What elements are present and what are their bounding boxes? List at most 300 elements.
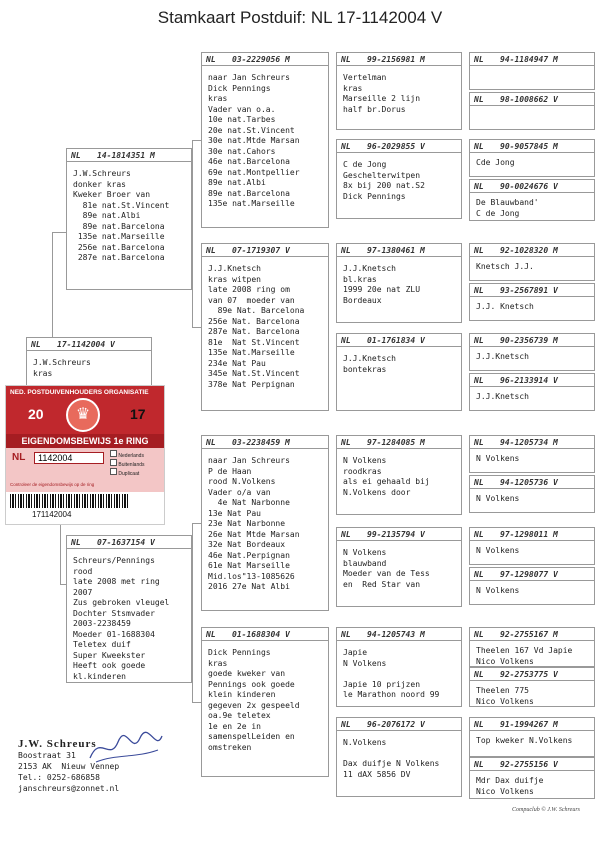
- ring-number: 07-1637154 V: [97, 538, 155, 547]
- pigeon-details: [343, 160, 425, 202]
- ring-header: [474, 182, 558, 191]
- detail-line: Vader o/a van: [208, 487, 271, 497]
- detail-line: 89e nat.Albi: [208, 178, 266, 187]
- ring-number: 92-2755167 M: [500, 630, 558, 639]
- header-divider: [470, 296, 594, 297]
- ring-country: NL: [474, 760, 484, 769]
- detail-line: blauwband: [343, 558, 387, 568]
- ring-country: NL: [341, 630, 351, 639]
- pigeon-details: [476, 494, 519, 505]
- card-org: NED. POSTDUIVENHOUDERS ORGANISATIE: [10, 389, 149, 396]
- detail-line: 69e nat.Montpellier: [208, 167, 300, 177]
- ring-country: NL: [474, 438, 484, 447]
- detail-line: N Volkens: [343, 456, 387, 465]
- detail-line: N Volkens: [476, 454, 520, 463]
- header-divider: [67, 161, 191, 162]
- card-number-field: [34, 452, 104, 464]
- ring-number: 94-1205734 M: [500, 438, 558, 447]
- detail-line: Super Kweekster: [73, 650, 146, 660]
- detail-line: Nico Volkens: [476, 656, 534, 666]
- ring-header: [474, 530, 558, 539]
- ring-country: NL: [474, 286, 484, 295]
- connector-line: [192, 523, 201, 524]
- pigeon-box-mff: [336, 435, 462, 515]
- detail-line: N Volkens: [476, 586, 520, 595]
- ring-header: [474, 720, 558, 729]
- detail-line: 61e Nat Marseille: [208, 561, 290, 570]
- header-divider: [67, 548, 191, 549]
- detail-line: bontekras: [343, 364, 387, 374]
- ring-number: 96-2029855 V: [367, 142, 425, 151]
- connector-line: [192, 140, 193, 327]
- ring-number: 01-1688304 V: [232, 630, 290, 639]
- detail-line: Japie: [343, 648, 368, 657]
- pigeon-box-g6: [469, 283, 595, 321]
- detail-line: Vader van o.a.: [208, 104, 276, 114]
- connector-line: [60, 584, 66, 585]
- detail-line: 89e nat.Barcelona: [73, 221, 165, 231]
- detail-line: 30e nat.Mtde Marsan: [208, 136, 300, 145]
- detail-line: Knetsch J.J.: [476, 262, 534, 271]
- pigeon-box-g14: [469, 667, 595, 707]
- detail-line: 1999 20e nat ZLU: [343, 285, 421, 294]
- detail-line: en Red Star van: [343, 579, 421, 589]
- detail-line: bl.kras: [343, 274, 377, 284]
- detail-line: N Volkens: [476, 494, 520, 503]
- pigeon-details: [343, 73, 420, 115]
- pigeon-box-g9: [469, 435, 595, 473]
- header-divider: [337, 640, 461, 641]
- ring-header: [341, 438, 425, 447]
- signature-icon: [86, 728, 166, 768]
- card-option: [110, 468, 139, 479]
- pigeon-box-mother: [66, 535, 192, 683]
- ownership-card: [5, 385, 165, 525]
- detail-line: [343, 749, 439, 760]
- detail-line: N Volkens: [343, 548, 387, 557]
- pigeon-details: [476, 392, 529, 403]
- card-country: NL: [12, 452, 26, 463]
- ring-header: [206, 246, 290, 255]
- detail-line: 2016 27e Nat Albi: [208, 582, 290, 591]
- connector-line: [52, 232, 66, 233]
- pigeon-box-g4: [469, 179, 595, 221]
- header-divider: [470, 386, 594, 387]
- pigeon-details: [476, 262, 534, 273]
- header-divider: [202, 448, 328, 449]
- header-divider: [470, 680, 594, 681]
- header-divider: [337, 152, 461, 153]
- detail-line: 2007: [73, 587, 93, 597]
- ring-header: [474, 336, 558, 345]
- detail-line: Nico Volkens: [476, 696, 534, 706]
- ring-country: NL: [474, 478, 484, 487]
- connector-line: [192, 523, 193, 702]
- header-divider: [337, 65, 461, 66]
- page-title: Stamkaart Postduif: NL 17-1142004 V: [157, 8, 443, 27]
- detail-line: C de Jong: [343, 160, 387, 169]
- detail-line: J.J. Knetsch: [476, 302, 534, 311]
- ring-header: [31, 340, 115, 349]
- detail-line: Theelen 167 Vd Japie: [476, 646, 573, 655]
- pigeon-details: [208, 264, 304, 390]
- connector-line: [192, 702, 201, 703]
- connector-line: [192, 140, 201, 141]
- barcode-number: 171142004: [32, 510, 72, 519]
- pigeon-details: [476, 776, 543, 797]
- detail-line: 2003-2238459: [73, 619, 131, 628]
- connector-line: [52, 232, 53, 337]
- detail-line: kras: [343, 83, 363, 93]
- ring-country: NL: [474, 530, 484, 539]
- ring-header: [206, 438, 290, 447]
- header-divider: [202, 65, 328, 66]
- detail-line: 11 dAX 5856 DV: [343, 769, 411, 779]
- ring-number: 92-1028320 M: [500, 246, 558, 255]
- detail-line: Zus gebroken vleugel: [73, 598, 170, 607]
- ring-header: [71, 151, 155, 160]
- header-divider: [470, 448, 594, 449]
- owner-email: janschreurs@zonnet.nl: [18, 784, 120, 793]
- ring-number: 94-1205736 V: [500, 478, 558, 487]
- ring-country: NL: [341, 55, 351, 64]
- ring-number: 90-9057845 M: [500, 142, 558, 151]
- ring-header: [474, 286, 558, 295]
- ring-number: 90-0024676 V: [500, 182, 558, 191]
- detail-line: Japie 10 prijzen: [343, 679, 421, 689]
- pigeon-details: [208, 456, 300, 593]
- ring-number: 92-2755156 V: [500, 760, 558, 769]
- ring-header: [341, 55, 425, 64]
- ring-header: [474, 760, 558, 769]
- card-option-label: Duplicaat: [118, 471, 140, 477]
- pigeon-details: [208, 648, 300, 753]
- pigeon-details: [476, 198, 539, 219]
- detail-line: 20e nat.St.Vincent: [208, 125, 295, 135]
- detail-line: Dick Pennings: [208, 648, 271, 657]
- ring-header: [474, 570, 558, 579]
- pigeon-box-g11: [469, 527, 595, 565]
- card-year-left: 20: [28, 406, 44, 422]
- pigeon-details: [73, 169, 169, 264]
- pigeon-box-g15: [469, 717, 595, 757]
- detail-line: 345e Nat.St.Vincent: [208, 369, 300, 378]
- ring-header: [341, 720, 425, 729]
- ring-country: NL: [341, 246, 351, 255]
- pigeon-box-main: [26, 337, 152, 387]
- pigeon-box-fm: [201, 243, 329, 411]
- owner-name: J.W. Schreurs: [18, 738, 97, 750]
- ring-number: 92-2753775 V: [500, 670, 558, 679]
- card-option-label: Buitenlands: [118, 462, 145, 468]
- detail-line: late 2008 met ring: [73, 577, 160, 586]
- owner-street: Boostraat 31: [18, 751, 76, 760]
- detail-line: als ei gehaald bij: [343, 477, 430, 486]
- detail-line: rood: [73, 566, 93, 576]
- pigeon-box-g12: [469, 567, 595, 605]
- pigeon-details: [343, 264, 420, 306]
- ring-header: [474, 55, 558, 64]
- detail-line: kras: [208, 94, 228, 103]
- card-option-label: Nederlands: [118, 453, 144, 459]
- ring-number: 91-1994267 M: [500, 720, 558, 729]
- pigeon-details: [343, 354, 396, 375]
- ring-country: NL: [474, 376, 484, 385]
- ring-country: NL: [341, 530, 351, 539]
- ring-country: NL: [206, 55, 216, 64]
- detail-line: kras: [208, 658, 228, 668]
- ring-number: 01-1761834 V: [367, 336, 425, 345]
- detail-line: roodkras: [343, 466, 382, 476]
- card-option-checkbox: [110, 450, 117, 457]
- ring-header: [206, 55, 290, 64]
- pigeon-box-g3: [469, 139, 595, 177]
- ring-number: 96-2076172 V: [367, 720, 425, 729]
- header-divider: [470, 580, 594, 581]
- card-heading-text: EIGENDOMSBEWIJS 1e RING: [21, 436, 149, 446]
- owner-city: 2153 AK Nieuw Vennep: [18, 762, 120, 771]
- pigeon-box-father: [66, 148, 192, 290]
- ring-country: NL: [474, 246, 484, 255]
- detail-line: N Volkens: [476, 546, 520, 555]
- header-divider: [470, 105, 594, 106]
- detail-line: J.J.Knetsch: [476, 352, 529, 361]
- pigeon-details: [343, 738, 439, 780]
- detail-line: 4e Nat Narbonne: [208, 498, 290, 507]
- header-divider: [337, 448, 461, 449]
- ring-number: 17-1142004 V: [57, 340, 115, 349]
- ring-country: NL: [71, 151, 81, 160]
- pigeon-details: [476, 586, 519, 597]
- pigeon-details: [343, 648, 439, 701]
- detail-line: 89e nat.Albi: [73, 211, 141, 220]
- detail-line: Dochter Stsmvader: [73, 608, 155, 618]
- pigeon-details: [476, 736, 572, 747]
- detail-line: J.J.Knetsch: [343, 264, 396, 273]
- detail-line: Mid.los"13-1085626: [208, 571, 295, 581]
- pigeon-box-ffm: [336, 139, 462, 219]
- ring-country: NL: [206, 246, 216, 255]
- barcode-icon: [10, 494, 130, 508]
- detail-line: 1e en 2e in: [208, 721, 261, 731]
- detail-line: 89e Nat. Barcelona: [208, 306, 305, 315]
- pigeon-box-g7: [469, 333, 595, 371]
- detail-line: goede kweker van: [208, 669, 286, 678]
- detail-line: gegeven 2x gespeeld: [208, 700, 300, 710]
- detail-line: 32e Nat Bordeaux: [208, 540, 286, 549]
- ring-country: NL: [474, 55, 484, 64]
- pigeon-box-g2: [469, 92, 595, 130]
- ring-country: NL: [341, 438, 351, 447]
- ring-number: 14-1814351 M: [97, 151, 155, 160]
- detail-line: van 07 moeder van: [208, 295, 295, 305]
- ring-country: NL: [474, 182, 484, 191]
- ring-header: [474, 478, 558, 487]
- detail-line: J.W.Schreurs: [33, 358, 91, 367]
- pigeon-box-g13: [469, 627, 595, 667]
- ring-header: [341, 246, 425, 255]
- ring-header: [474, 95, 558, 104]
- detail-line: 46e nat.Barcelona: [208, 157, 290, 166]
- ring-country: NL: [474, 670, 484, 679]
- detail-line: [343, 669, 439, 680]
- detail-line: 234e Nat Pau: [208, 358, 266, 368]
- detail-line: Mdr Dax duifje: [476, 776, 544, 785]
- ring-country: NL: [474, 95, 484, 104]
- detail-line: oa.9e teletex: [208, 711, 271, 720]
- ring-number: 93-2567891 V: [500, 286, 558, 295]
- ring-header: [341, 630, 425, 639]
- detail-line: J.J.Knetsch: [476, 392, 529, 401]
- card-option-checkbox: [110, 459, 117, 466]
- header-divider: [470, 640, 594, 641]
- header-divider: [470, 256, 594, 257]
- header-divider: [470, 488, 594, 489]
- ring-country: NL: [474, 630, 484, 639]
- ring-number: 99-2135794 V: [367, 530, 425, 539]
- pigeon-details: [343, 456, 430, 498]
- header-divider: [337, 346, 461, 347]
- pigeon-details: [476, 646, 572, 667]
- detail-line: Dax duifje N Volkens: [343, 759, 440, 768]
- pigeon-details: [476, 686, 534, 707]
- detail-line: 23e Nat Narbonne: [208, 519, 286, 528]
- card-year-right: 17: [130, 406, 146, 422]
- ring-country: NL: [474, 570, 484, 579]
- ring-country: NL: [341, 336, 351, 345]
- ring-number: 97-1298011 M: [500, 530, 558, 539]
- detail-line: Bordeaux: [343, 295, 382, 305]
- ring-number: 03-2229056 M: [232, 55, 290, 64]
- ring-number: 94-1184947 M: [500, 55, 558, 64]
- pigeon-details: [73, 556, 169, 682]
- pigeon-box-g1: [469, 52, 595, 90]
- detail-line: Moeder van de Tess: [343, 569, 430, 578]
- detail-line: 256e nat.Barcelona: [73, 242, 165, 252]
- pigeon-details: [208, 73, 300, 210]
- pigeon-details: [33, 358, 91, 379]
- pigeon-box-mmm: [336, 717, 462, 797]
- lion-emblem-icon: ♛: [66, 398, 100, 432]
- detail-line: Kweker Broer van: [73, 190, 151, 199]
- header-divider: [470, 65, 594, 66]
- header-divider: [337, 540, 461, 541]
- ring-number: 03-2238459 M: [232, 438, 290, 447]
- detail-line: J.W.Schreurs: [73, 169, 131, 178]
- ring-header: [474, 142, 558, 151]
- pigeon-box-mm: [201, 627, 329, 777]
- ring-header: [474, 246, 558, 255]
- detail-line: late 2008 ring om: [208, 285, 290, 294]
- card-option-checkbox: [110, 468, 117, 475]
- footer-credit: Compuclub © J.W. Schreurs: [512, 807, 580, 813]
- detail-line: Schreurs/Pennings: [73, 556, 155, 565]
- detail-line: half br.Dorus: [343, 104, 406, 114]
- ring-header: [474, 438, 558, 447]
- detail-line: De Blauwband': [476, 198, 539, 207]
- ring-header: [474, 630, 558, 639]
- detail-line: donker kras: [73, 179, 126, 189]
- ring-header: [474, 670, 558, 679]
- detail-line: 13e Nat Pau: [208, 508, 261, 518]
- detail-line: 287e Nat. Barcelona: [208, 327, 300, 336]
- ring-header: [341, 530, 425, 539]
- detail-line: 8x bij 200 nat.S2: [343, 181, 425, 190]
- detail-line: 81e Nat St.Vincent: [208, 337, 300, 347]
- detail-line: N.Volkens door: [343, 487, 411, 497]
- ring-number: 97-1380461 M: [367, 246, 425, 255]
- detail-line: P de Haan: [208, 466, 252, 476]
- pigeon-box-mf: [201, 435, 329, 611]
- ring-number: 96-2133914 V: [500, 376, 558, 385]
- pigeon-box-g16: [469, 757, 595, 799]
- header-divider: [202, 256, 328, 257]
- header-divider: [337, 256, 461, 257]
- detail-line: omstreken: [208, 742, 252, 752]
- detail-line: Geschelterwitpen: [343, 170, 421, 180]
- detail-line: 30e nat.Cahors: [208, 146, 276, 156]
- pigeon-details: [476, 454, 519, 465]
- ring-number: 97-1284085 M: [367, 438, 425, 447]
- detail-line: Marseille 2 lijn: [343, 94, 421, 103]
- ring-country: NL: [474, 142, 484, 151]
- detail-line: kras: [33, 368, 53, 378]
- ring-header: [206, 630, 290, 639]
- header-divider: [470, 192, 594, 193]
- detail-line: Vertelman: [343, 73, 387, 82]
- ring-number: 97-1298077 V: [500, 570, 558, 579]
- pigeon-details: [476, 302, 534, 313]
- ring-country: NL: [71, 538, 81, 547]
- pigeon-box-fff: [336, 52, 462, 130]
- owner-phone: Tel.: 0252-686858: [18, 773, 100, 782]
- detail-line: N.Volkens: [343, 738, 387, 747]
- ring-number: 07-1719307 V: [232, 246, 290, 255]
- detail-line: Cde Jong: [476, 158, 515, 167]
- detail-line: samenspelLeiden en: [208, 732, 295, 741]
- detail-line: 135e Nat.Marseille: [208, 348, 295, 357]
- pigeon-box-g8: [469, 373, 595, 411]
- detail-line: C de Jong: [476, 208, 520, 218]
- ring-number: 98-1008662 V: [500, 95, 558, 104]
- detail-line: naar Jan Schreurs: [208, 456, 290, 465]
- ring-number: 99-2156981 M: [367, 55, 425, 64]
- card-number: 1142004: [38, 453, 73, 463]
- detail-line: 378e Nat Perpignan: [208, 379, 295, 389]
- header-divider: [470, 730, 594, 731]
- detail-line: Dick Pennings: [343, 191, 406, 201]
- detail-line: Top kweker N.Volkens: [476, 736, 573, 745]
- detail-line: kras witpen: [208, 274, 261, 284]
- pigeon-box-mfm: [336, 527, 462, 607]
- ring-country: NL: [341, 142, 351, 151]
- pigeon-box-g5: [469, 243, 595, 281]
- detail-line: 89e nat.Barcelona: [208, 188, 290, 198]
- card-heading: [6, 434, 164, 448]
- pigeon-details: [476, 158, 515, 169]
- connector-line: [60, 525, 61, 585]
- detail-line: Nico Volkens: [476, 786, 534, 796]
- ring-country: NL: [474, 720, 484, 729]
- detail-line: Heeft ook goede: [73, 661, 146, 670]
- pigeon-box-fmf: [336, 243, 462, 323]
- ring-header: [341, 336, 425, 345]
- header-divider: [470, 346, 594, 347]
- pigeon-details: [476, 546, 519, 557]
- pigeon-details: [343, 548, 430, 590]
- detail-line: klein kinderen: [208, 690, 276, 699]
- detail-line: 26e Nat Mtde Marsan: [208, 529, 300, 539]
